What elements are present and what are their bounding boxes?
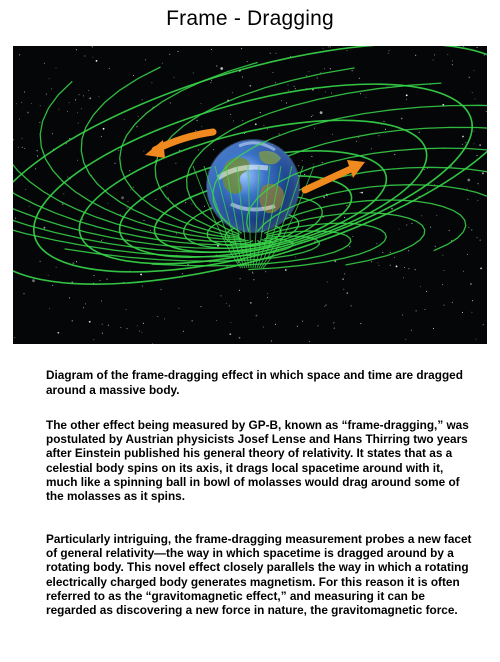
paragraph-gravitomagnetic: Particularly intriguing, the frame-dragging measurement probes a new facet of general relativity—the way in which spacetime is dragged around by a rotating body. This novel effect closely parallels the way in which a rotating electrically charged body generates magnetism. For this reason it is often referred to as the “gravitomagnetic effect,” and measuring it can be regarded as discovering a new force in nature, the gravitomagnetic force.: [46, 532, 472, 618]
frame-dragging-diagram: [13, 46, 487, 344]
figure-caption: Diagram of the frame-dragging effect in which space and time are dragged around a massive body.: [46, 368, 463, 397]
frame-dragging-illustration: [13, 46, 487, 344]
page-title: Frame - Dragging: [166, 7, 334, 30]
paragraph-frame-dragging-intro: The other effect being measured by GP-B, known as “frame-dragging,” was postulated by Austrian physicists Josef Lense and Hans Thirring two years after Einstein published his general theory of relativity. It states that as a celestial body spins on its axis, it drags local spacetime around with it, much like a spinning ball in bowl of molasses would drag around some of the molasses as it spins.: [46, 418, 469, 504]
